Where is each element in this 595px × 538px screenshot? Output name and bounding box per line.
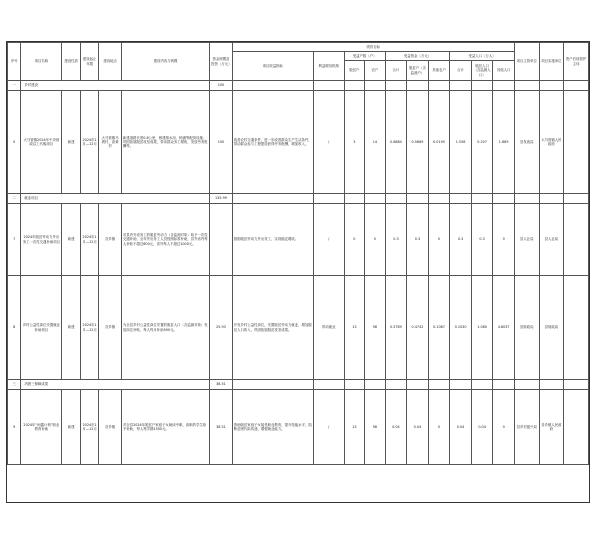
row-location: 各乡镇 [99,390,122,465]
row-value: 0 [428,390,450,465]
row-seq: 8 [8,276,21,380]
section-id: 一 [8,81,21,91]
row-value: 0.5789 [385,276,407,380]
row-value: 0 [365,204,386,276]
row-category: 新建 [62,204,80,276]
row-content: 对县内外省务工的脱贫劳动力（含监测对象）给予一次性交通补助，全年外出务工人员按照标准补助，县外省内每人补贴不超过600元，省外每人不超过1000元。 [121,204,209,276]
row-value: 0.207 [471,91,493,194]
row-seq: 0 [8,91,21,194]
row-period: 2024年1月—12月 [80,204,98,276]
row-funds: 38.51 [210,390,233,465]
row-value: 0 [493,204,515,276]
row-value: 0.04 [407,390,429,465]
header-funds: 资金规模及投资（万元） [210,43,233,81]
row-mech: / [313,204,344,276]
section-row [8,380,589,390]
table-row [8,204,589,276]
row-output: 改善农村交通条件，进一步改善群众生产生活条件，带动群众参与工程建设获得劳务报酬，增加收入。 [232,91,313,194]
header-location: 建设地点 [99,43,122,81]
row-funds: 100 [210,91,233,194]
header-row-1 [8,43,589,52]
row-supervise: 县发改局 [514,91,539,194]
header-implement: 项目实施单位 [539,43,564,81]
row-value: 0 [344,204,365,276]
section-amount: 38.51 [210,380,233,390]
row-value: 3 [344,91,365,194]
section-title: 乡村建设 [21,81,210,91]
row-mech: 带动就业 [313,276,344,380]
row-value: 0.3 [471,204,493,276]
header-sub: 脱贫户 [344,61,365,81]
header-sub: 合计 [385,61,407,81]
section-title: 巩固三保障成果 [21,380,210,390]
row-category: 新建 [62,91,80,194]
table-row [8,276,589,380]
row-location: 各乡镇 [99,276,122,380]
row-value: 0.1030 [450,276,472,380]
row-name: 乡村公益性岗位安置就业补助项目 [21,276,62,380]
row-value: 0.3 [385,204,407,276]
row-value: 0.04 [385,390,407,465]
row-owner [564,390,589,465]
section-row [8,194,589,204]
row-location: 大马管镇马坡村、高黄村 [99,91,122,194]
row-output: 资助脱贫家庭子女接受职业教育，提升技能水平，阻断贫困代际传递，增强就业能力。 [232,390,313,465]
section-id: 三 [8,380,21,390]
row-content: 为全县乡村公益性岗位安置的脱贫人口（含监测对象）发放岗位补贴，每人每月补助500元。 [121,276,209,380]
row-name: 大马管镇2024年中央财政以工代赈项目 [21,91,62,194]
section-amount: 100 [210,81,233,91]
table-row [8,390,589,465]
row-funds: 25.93 [210,276,233,380]
row-value: 4.8037 [493,276,515,380]
project-table [7,42,589,465]
row-implement: 县财政局 [539,276,564,380]
row-value: 0.3 [450,204,472,276]
row-supervise: 县人社局 [514,204,539,276]
row-output: 鼓励脱贫劳动力外出务工，实现稳定增收。 [232,204,313,276]
header-owner: 资产后续管护主体 [564,43,589,81]
section-id: 二 [8,194,21,204]
table-row [8,91,589,194]
header-content: 建设内容与规模 [121,43,209,81]
row-content: 新建道路长度0.8公里，修建排水沟、桥涵等配套设施；巩固拓展脱贫攻坚成果，带动群众务工增收，发放劳务报酬等。 [121,91,209,194]
row-value: 0.4742 [407,276,429,380]
row-name: 2024年“雨露计划”职业教育补助 [21,390,62,465]
row-content: 对全县2024年脱贫户家庭子女就读中职、高职的学生给予补助，每人每学期1500元。 [121,390,209,465]
row-value: 0.04 [450,390,472,465]
row-implement: 各乡镇人民政府 [539,390,564,465]
header-people-group: 受益人口（万人） [450,52,515,61]
row-value: 0.5689 [407,91,429,194]
row-value: 1.689 [493,91,515,194]
document-sheet [6,41,590,503]
header-period: 建设起止年限 [80,43,98,81]
header-benefit-mech: 利益联结机制 [313,52,344,81]
header-money-group: 受益资金（万元） [385,52,450,61]
row-value: 0.6884 [385,91,407,194]
row-owner [564,204,589,276]
row-value: 1.558 [450,91,472,194]
header-category: 建设性质 [62,43,80,81]
header-target-group: 绩效目标 [232,43,514,52]
row-mech: / [313,390,344,465]
row-value: 14 [365,91,386,194]
row-implement: 县人社局 [539,204,564,276]
header-seq: 序号 [8,43,21,81]
row-category: 新建 [62,276,80,380]
row-mech: / [313,91,344,194]
row-value: 98 [365,390,386,465]
header-sub: 合计 [450,61,472,81]
row-seq: 9 [8,390,21,465]
row-value: 0 [493,390,515,465]
row-seq: 7 [8,204,21,276]
header-output: 项目收益指标 [232,52,313,81]
section-title: 就业项目 [21,194,210,204]
row-owner [564,276,589,380]
header-sub: 脱贫人口（含监测人口） [471,61,493,81]
row-owner [564,91,589,194]
row-value: 0.3 [407,204,429,276]
header-sub: 其他人口 [493,61,515,81]
section-amount: 135.99 [210,194,233,204]
row-value: 1.080 [471,276,493,380]
row-value: 0 [428,204,450,276]
row-value: 0.1087 [428,276,450,380]
row-supervise: 县乡村振兴局 [514,390,539,465]
row-value: 13 [344,276,365,380]
row-implement: 大马管镇人民政府 [539,91,564,194]
row-period: 2024年1月—12月 [80,276,98,380]
row-location: 各乡镇 [99,204,122,276]
row-period: 2024年1月—12月 [80,91,98,194]
row-value: 98 [365,276,386,380]
row-period: 2024年1月—12月 [80,390,98,465]
header-supervise: 项目主管单位 [514,43,539,81]
section-row [8,81,589,91]
row-value: 0.0195 [428,91,450,194]
header-pop-group: 受益户数（户） [344,52,385,61]
header-sub: 脱贫户（含监测户） [407,61,429,81]
row-funds [210,204,233,276]
row-value: 13 [344,390,365,465]
header-name: 项目名称 [21,43,62,81]
row-supervise: 县财政局 [514,276,539,380]
header-sub: 农户 [365,61,386,81]
row-output: 开发乡村公益性岗位，安置脱贫劳动力就业，增加脱贫人口收入，巩固拓展脱贫攻坚成果。 [232,276,313,380]
row-category: 新建 [62,390,80,465]
header-sub: 其他农户 [428,61,450,81]
row-name: 2024年脱贫劳动力外出务工一次性交通补助项目 [21,204,62,276]
row-value: 0.04 [471,390,493,465]
